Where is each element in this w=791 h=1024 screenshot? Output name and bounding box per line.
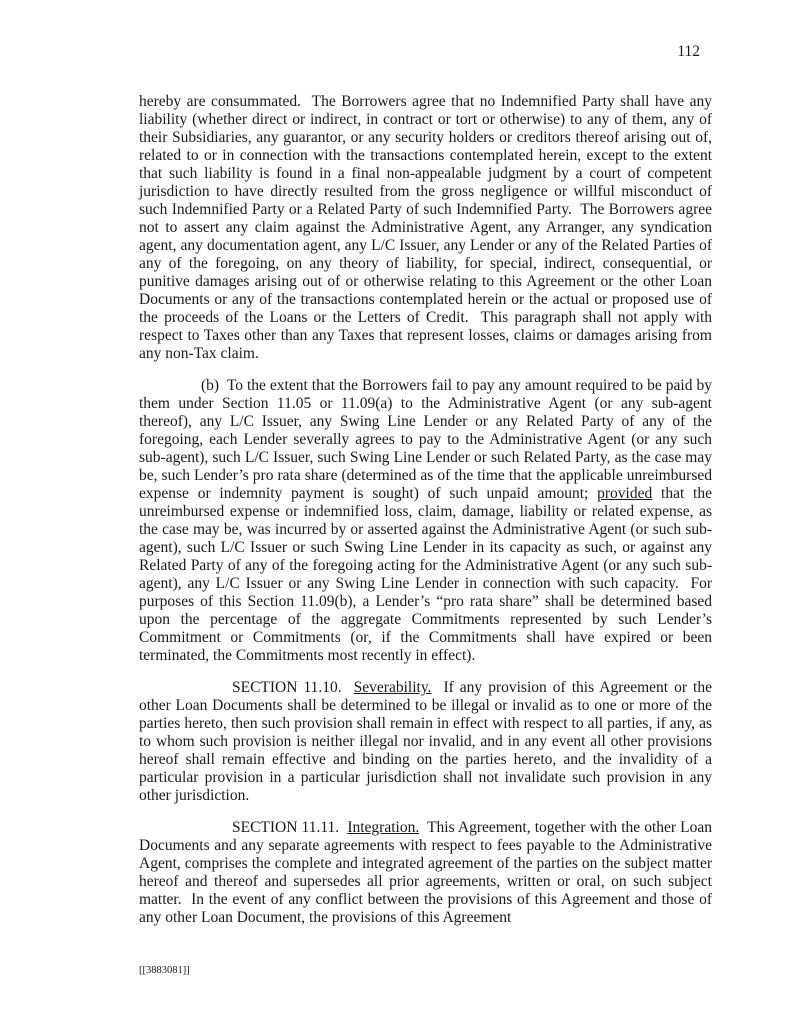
text-run: If any provision of this Agreement or the other Loan Documents shall be determined to be illegal or invalid as to one or more of the parties hereto, then such provision shall remain in effect with respect to all parties, if any, as to whom such provision is neither illegal nor invalid, and in any event all other provisions hereof shall remain effective and binding on the parties hereto, and the invalidity of a particular provision in a particular jurisdiction shall not invalidate such provision in any other jurisdiction. [139,679,712,804]
underlined-term: provided [597,485,653,502]
footer-doc-id: [[3883081]] [139,965,190,976]
paragraph-section-11-09-b [139,377,712,665]
text-run: (b) To the extent that the Borrowers fail to pay any amount required to be paid by them under Section 11.05 or 11.09(a) to the Administrative Agent (or any sub-agent thereof), any L/C Issuer, any Swing Line Lender or any Related Party of any of the foregoing, each Lender severally agrees to pay to the Administrative Agent (or any such sub-agent), such L/C Issuer, such Swing Line Lender or such Related Party, as the case may be, such Lender’s pro rata share (determined as of the time that the applicable unreimbursed expense or indemnity payment is sought) of such unpaid amount; [139,377,712,502]
underlined-term: Severability. [353,679,432,696]
text-run: This Agreement, together with the other Loan Documents and any separate agreements with respect to fees payable to the Administrative Agent, comprises the complete and integrated agreement of the parties on the subject matter hereof and thereof and supersedes all prior agreements, written or oral, on such subject matter. In the event of any conflict between the provisions of this Agreement and those of any other Loan Document, the provisions of this Agreement [139,819,713,926]
page-number: 112 [677,43,700,60]
text-run: hereby are consummated. The Borrowers agree that no Indemnified Party shall have any liability (whether direct or indirect, in contract or tort or otherwise) to any of them, any of their Subsidiaries, any guarantor, or any security holders or creditors thereof arising out of, related to or in connection with the transactions contemplated herein, except to the extent that such liability is found in a final non-appealable judgment by a court of competent jurisdiction to have directly resulted from the gross negligence or willful misconduct of such Indemnified Party or a Related Party of such Indemnified Party. The Borrowers agree not to assert any claim against the Administrative Agent, any Arranger, any syndication agent, any documentation agent, any L/C Issuer, any Lender or any of the Related Parties of any of the foregoing, on any theory of liability, for special, indirect, consequential, or punitive damages arising out of or otherwise relating to this Agreement or the other Loan Documents or any of the transactions contemplated herein or the actual or proposed use of the proceeds of the Loans or the Letters of Credit. This paragraph shall not apply with respect to Taxes other than any Taxes that represent losses, claims or damages arising from any non-Tax claim. [139,93,712,362]
text-run: SECTION 11.10. [232,679,354,696]
paragraph-section-11-10-severability [139,679,712,805]
document-body [139,93,712,927]
text-run: SECTION 11.11. [232,819,348,836]
text-run: that the unreimbursed expense or indemnified loss, claim, damage, liability or related expense, as the case may be, was incurred by or asserted against the Administrative Agent (or such sub-agent), such L/C Issuer or such Swing Line Lender in its capacity as such, or against any Related Party of any of the foregoing acting for the Administrative Agent (or any such sub-agent), any L/C Issuer or any Swing Line Lender in connection with such capacity. For purposes of this Section 11.09(b), a Lender’s “pro rata share” shall be determined based upon the percentage of the aggregate Commitments represented by such Lender’s Commitment or Commitments (or, if the Commitments shall have expired or been terminated, the Commitments most recently in effect). [139,485,712,664]
paragraph-indemnification-continuation [139,93,712,363]
underlined-term: Integration. [347,819,420,836]
paragraph-section-11-11-integration [139,819,712,927]
